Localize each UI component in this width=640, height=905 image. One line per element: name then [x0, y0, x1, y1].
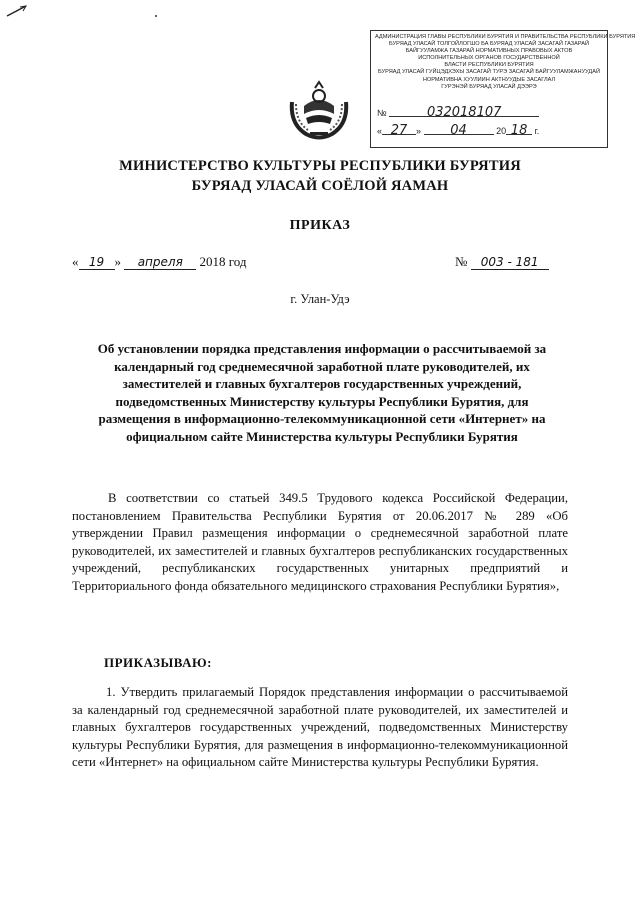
stamp-date-month: 04 — [424, 127, 494, 135]
stamp-line: НОРМАТИВНА ХУУЛИИН АКТНУУДЫЕ ЗАСАГЛАЛ — [422, 76, 556, 83]
ministry-name-ru: МИНИСТЕРСТВО КУЛЬТУРЫ РЕСПУБЛИКИ БУРЯТИЯ — [119, 158, 521, 174]
order-number — [455, 254, 549, 270]
date-year: 2018 год — [199, 254, 247, 269]
city: г. Улан-Удэ — [290, 292, 350, 306]
stamp-reg-number-row — [377, 105, 601, 120]
order-number-value: 003 - 181 — [471, 255, 549, 270]
stamp-date-day: 27 — [382, 127, 416, 135]
date-open-quote: « — [72, 254, 79, 269]
speck — [155, 15, 157, 17]
stamp-line: АДМИНИСТРАЦИЯ ГЛАВЫ РЕСПУБЛИКИ БУРЯТИЯ И ПРАВИТЕЛЬСТВА РЕСПУБЛИКИ БУРЯТИЯ — [375, 34, 636, 40]
stamp-date-year: 18 — [506, 127, 532, 135]
preamble-paragraph: В соответствии со статьей 349.5 Трудового кодекса Российской Федерации, постановлением Правительства Республики Бурятия от 20.06.2017 № 289 «Об утверждении Правил размещения информации о среднемесячной заработной плате руководителей, их заместителей и главных бухгалтеров республиканских государственных учреждений, республиканских государственных унитарных предприятий и Территориального фонда обязательного медицинского страхования Республики Бурятия», — [72, 491, 568, 593]
document-title: ПРИКАЗ — [289, 218, 351, 233]
date-day: 19 — [79, 255, 115, 270]
stamp-reg-label: № — [377, 108, 387, 118]
stamp-line: ГУРЭНЭЙ БУРЯАД УЛАСАЙ ДЭЭРЭ — [441, 83, 537, 90]
stamp-line: ИСПОЛНИТЕЛЬНЫХ ОРГАНОВ ГОСУДАРСТВЕННОЙ — [418, 55, 560, 62]
ministry-name-bua: БУРЯАД УЛАСАЙ СОЁЛОЙ ЯАМАН — [191, 178, 449, 194]
order-date — [72, 254, 247, 270]
pen-mark — [6, 4, 28, 18]
stamp-line: БАЙГУУЛАМЖА ГАЗАРАЙ НОРМАТИВНЫХ ПРАВОВЫХ АКТОВ — [405, 48, 573, 55]
registration-stamp — [370, 30, 636, 148]
date-close-quote: » — [114, 254, 121, 269]
stamp-line: БУРЯАД УЛАСАЙ ГУЙЦЭДХЭХЫ ЗАСАГАЙ ТУРЭ ЗАСАГАЙ БАЙГУУЛАМЖАНУУДАЙ — [378, 69, 600, 76]
order-item-1: 1. Утвердить прилагаемый Порядок представления информации о рассчитываемой за календарный год среднемесячной заработной плате руководителей, их заместителей и главных бухгалтеров государственных учреждений, подведомственных Министерству культуры Республики Бурятия, для размещения в информационно-телекоммуникационной сети «Интернет» на официальном сайте Министерства культуры Республики Бурятия. — [72, 685, 568, 769]
coat-of-arms-icon — [286, 80, 352, 142]
order-word: ПРИКАЗЫВАЮ: — [104, 655, 212, 670]
stamp-reg-number: 032018107 — [389, 109, 539, 117]
order-number-label: № — [455, 254, 468, 269]
date-month: апреля — [124, 255, 196, 270]
stamp-line: БУРЯАД УЛАСАЙ ТОЛГОЙЛОГШО БА БУРЯАД УЛАСАЙ ЗАСАГАЙ ГАЗАРАЙ — [388, 41, 589, 48]
stamp-line: ВЛАСТИ РЕСПУБЛИКИ БУРЯТИЯ — [444, 62, 534, 69]
stamp-date-row: « 27 » 04 20 18 г. — [377, 123, 540, 138]
ministry-header — [0, 156, 640, 196]
document-subject: Об установлении порядка представления информации о рассчитываемой за календарный год среднемесячной заработной плате руководителей, их заместителей и главных бухгалтеров государственных учреждений, подведомственных Министерству культуры Республики Бурятия, для размещения в информационно-телекоммуникационной сети «Интернет» на официальном сайте Министерства культуры Республики Бурятия — [97, 341, 547, 444]
